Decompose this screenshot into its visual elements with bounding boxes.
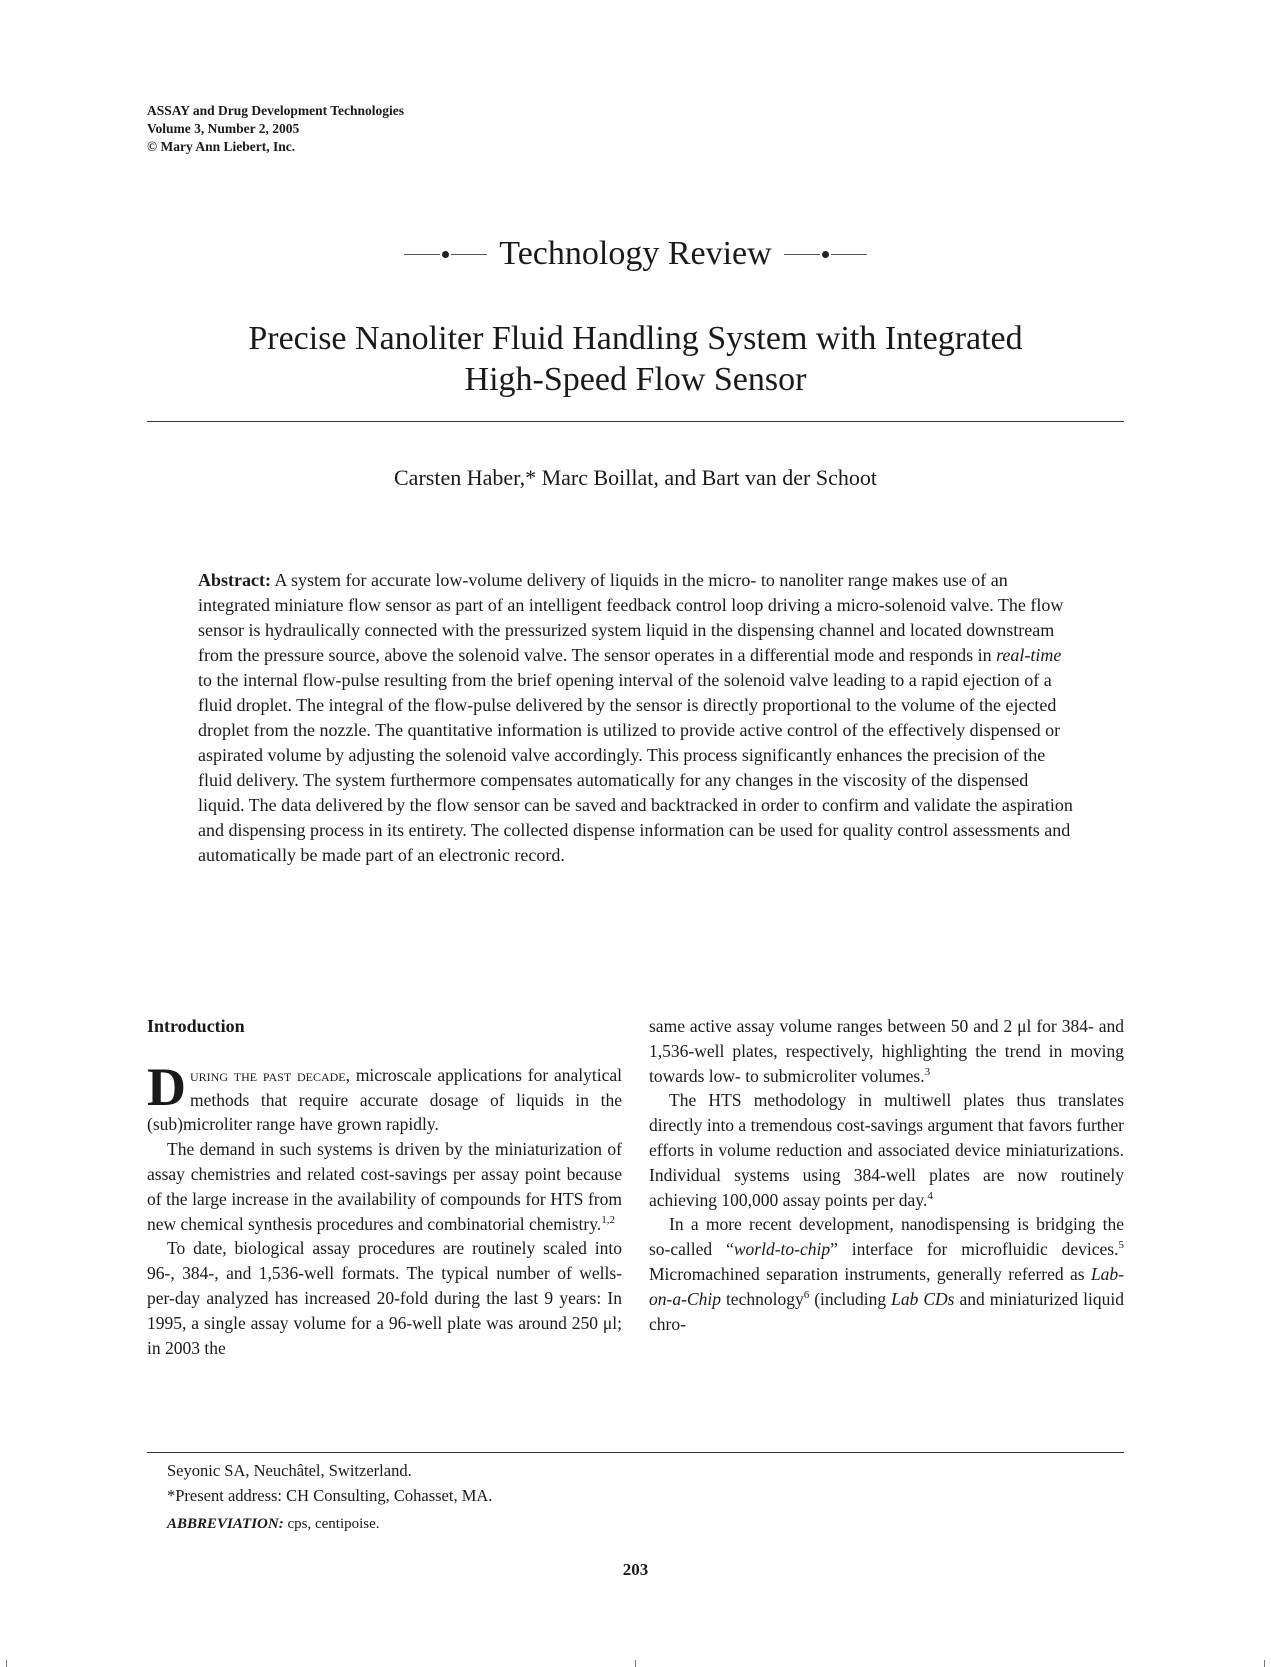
- drop-cap: D: [147, 1056, 186, 1117]
- intro-paragraph-1-text: , microscale applications for analytical methods that require accurate dosage of liquids in the (sub)microliter range have grown rapidly.: [147, 1064, 622, 1135]
- ornament-right-icon: [784, 251, 867, 258]
- crop-mark: [6, 1660, 7, 1667]
- citation-6: 6: [803, 1288, 810, 1301]
- abstract-italic: real-time: [996, 645, 1062, 665]
- citation-5: 5: [1118, 1239, 1124, 1252]
- crop-mark: [1264, 1660, 1265, 1667]
- intro-paragraph-5: [649, 1212, 1124, 1336]
- ornament-left-icon: [404, 251, 487, 258]
- crop-mark: [635, 1660, 636, 1667]
- title-line-1: Precise Nanoliter Fluid Handling System with Integrated: [248, 320, 1023, 357]
- body-column-right: [649, 1014, 1124, 1336]
- intro-small-caps: uring the past decade: [190, 1064, 346, 1085]
- intro-paragraph-2: [147, 1137, 622, 1236]
- section-heading-introduction: Introduction: [147, 1016, 245, 1036]
- intro-paragraph-3-cont: [649, 1014, 1124, 1088]
- term-lab-on-a-chip: Lab-on-a-Chip: [649, 1263, 1124, 1309]
- abbreviation-label: ABBREVIATION:: [167, 1516, 284, 1532]
- intro-paragraph-4: [649, 1088, 1124, 1212]
- intro-paragraph-4-text: The HTS methodology in multiwell plates thus translates directly into a tremendous cost-savings argument that favors further efforts in volume reduction and associated device miniaturizations. Individual systems using 384-well plates are now routinely achieving 100,000 assay points per day.: [649, 1090, 1124, 1210]
- abstract-text-1: A system for accurate low-volume delivery of liquids in the micro- to nanoliter range makes use of an integrated miniature flow sensor as part of an intelligent feedback control loop driving a micro-solenoid valve. The flow sensor is hydraulically connected with the pressurized system liquid in the dispensing channel and located downstream from the pressure source, above the solenoid valve. The sensor operates in a differential mode and responds in: [198, 570, 1064, 665]
- footnote-affiliation: Seyonic SA, Neuchâtel, Switzerland.: [167, 1461, 412, 1480]
- intro-paragraph-3: To date, biological assay procedures are routinely scaled into 96-, 384-, and 1,536-well formats. The typical number of wells-per-day analyzed has increased 20-fold during the last 9 years: In 1995, a single assay volume for a 96-well plate was around 250 μl; in 2003 the: [147, 1238, 622, 1358]
- footnote-abbreviation: [167, 1512, 492, 1537]
- author-list: Carsten Haber,* Marc Boillat, and Bart van der Schoot: [394, 465, 877, 490]
- citation-3: 3: [924, 1065, 931, 1078]
- section-label: Technology Review: [499, 235, 772, 272]
- page-number: 203: [622, 1560, 649, 1579]
- body-column-left: [147, 1014, 622, 1360]
- abstract-text-2: to the internal flow-pulse resulting from the brief opening interval of the solenoid valve leading to a rapid ejection of a fluid droplet. The integral of the flow-pulse delivered by the sensor is directly proportional to the volume of the ejected droplet from the nozzle. The quantitative information is utilized to provide active control of the effectively dispensed or aspirated volume by adjusting the solenoid valve accordingly. This process significantly enhances the precision of the fluid delivery. The system furthermore compensates automatically for any changes in the viscosity of the dispensed liquid. The data delivered by the flow sensor can be saved and backtracked in order to confirm and validate the aspiration and dispensing process in its entirety. The collected dispense information can be used for quality control assessments and automatically be made part of an electronic record.: [198, 670, 1073, 865]
- intro-paragraph-5-text-a: In a more recent development, nanodispensing is bridging the so-called “: [649, 1214, 1124, 1260]
- intro-paragraph-5-text-e: (including: [809, 1288, 892, 1309]
- term-lab-cds: Lab CDs: [891, 1288, 955, 1309]
- intro-paragraph-3-cont-text: same active assay volume ranges between 50 and 2 μl for 384- and 1,536-well plates, respectively, highlighting the trend in moving towards low- to submicroliter volumes.: [649, 1016, 1124, 1086]
- abstract-label: Abstract:: [198, 570, 271, 590]
- intro-paragraph-5-text-c: Micromachined separation instruments, generally referred as: [649, 1263, 1091, 1284]
- journal-volume: Volume 3, Number 2, 2005: [147, 121, 300, 136]
- term-world-to-chip: world-to-chip: [733, 1239, 831, 1260]
- footnote-divider: [147, 1452, 1124, 1453]
- footnotes: [167, 1458, 492, 1537]
- citation-1-2: 1,2: [601, 1213, 615, 1226]
- abbreviation-text: cps, centipoise.: [283, 1516, 380, 1532]
- intro-paragraph-2-text: The demand in such systems is driven by the miniaturization of assay chemistries and related cost-savings per assay point because of the large increase in the availability of compounds for HTS from new chemical synthesis procedures and combinatorial chemistry.: [147, 1139, 622, 1234]
- title-line-2: High-Speed Flow Sensor: [464, 361, 807, 398]
- journal-copyright: © Mary Ann Liebert, Inc.: [147, 139, 296, 154]
- abstract: [198, 568, 1078, 868]
- intro-paragraph-5-text-f: and miniaturized liquid chro-: [649, 1288, 1125, 1334]
- intro-paragraph-5-text-b: ” interface for microfluidic devices.: [830, 1239, 1119, 1260]
- title-divider: [147, 421, 1124, 422]
- intro-paragraph-1: [147, 1056, 622, 1137]
- journal-name: ASSAY and Drug Development Technologies: [147, 103, 405, 118]
- article-title: [147, 318, 1124, 400]
- footnote-present-address: *Present address: CH Consulting, Cohasset, MA.: [167, 1486, 493, 1505]
- citation-4: 4: [927, 1189, 933, 1202]
- intro-paragraph-5-text-d: technology: [720, 1288, 804, 1309]
- journal-header: [147, 102, 404, 156]
- section-banner: [0, 235, 1271, 273]
